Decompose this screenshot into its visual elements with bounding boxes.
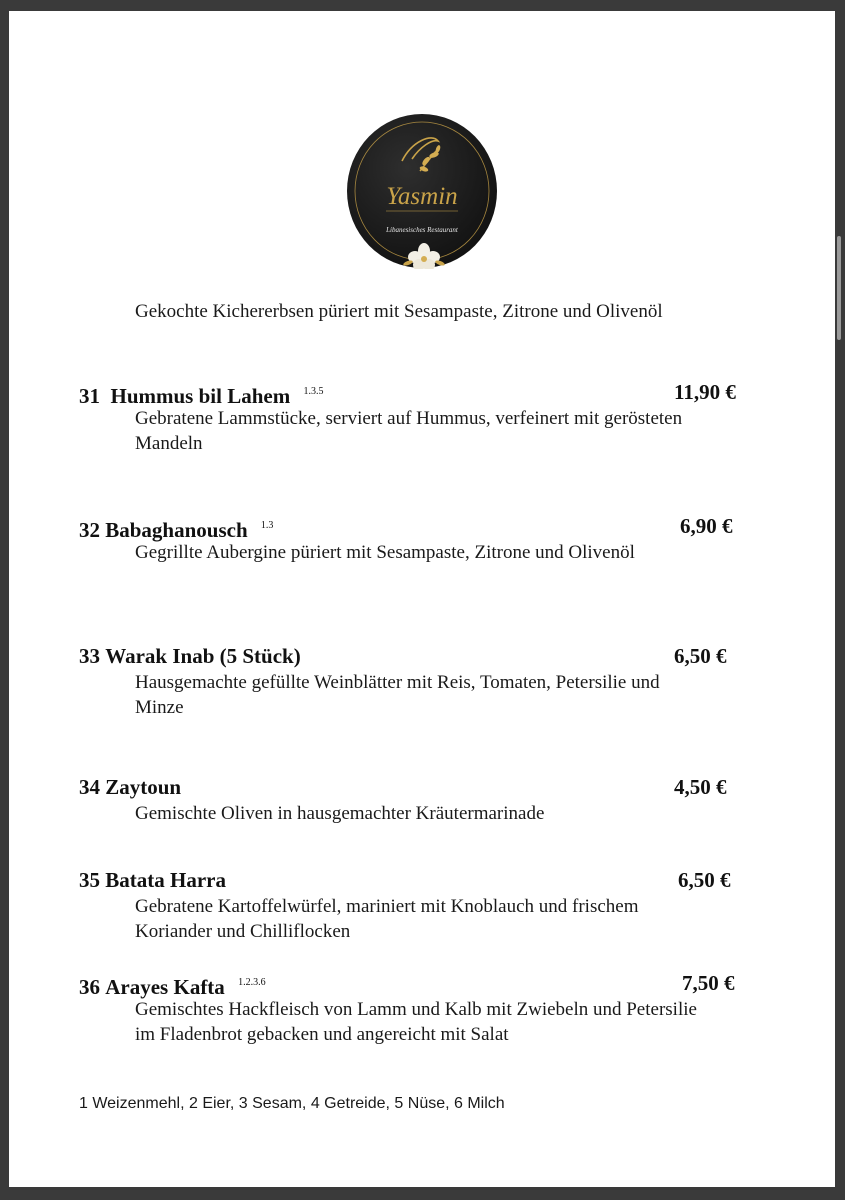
scrollbar-thumb[interactable] xyxy=(837,236,841,340)
menu-item-allergens: 1.2.3.6 xyxy=(238,977,266,988)
menu-item-price: 6,50 € xyxy=(674,644,727,668)
menu-item-name: Batata Harra xyxy=(105,868,226,892)
menu-item-number: 36 xyxy=(79,975,100,999)
menu-item-description: Gegrillte Aubergine püriert mit Sesampaste, Zitrone und Olivenöl xyxy=(135,542,635,563)
menu-item-allergens: 1.3 xyxy=(260,520,274,531)
menu-item-description: Gemischte Oliven in hausgemachter Kräutermarinade xyxy=(135,803,545,824)
menu-item xyxy=(79,866,779,944)
menu-item-number: 33 xyxy=(79,644,100,668)
logo-name: Yasmin xyxy=(386,183,458,210)
menu-item-name: Warak Inab (5 Stück) xyxy=(105,644,301,668)
menu-item xyxy=(79,773,779,826)
menu-item-title xyxy=(79,969,779,997)
menu-item-title xyxy=(79,512,779,540)
menu-item-price: 6,50 € xyxy=(678,868,731,892)
menu-item-description: Hausgemachte gefüllte Weinblätter mit Reis, Tomaten, Petersilie und Minze xyxy=(135,672,660,718)
menu-item-number: 34 xyxy=(79,775,100,799)
menu-item-description: Gebratene Lammstücke, serviert auf Hummus, verfeinert mit gerösteten Mandeln xyxy=(135,408,683,454)
menu-item-name: Zaytoun xyxy=(105,775,182,799)
menu-item xyxy=(79,969,779,1047)
logo-subtitle: Libanesisches Restaurant xyxy=(386,226,458,234)
menu-item-name: Arayes Kafta xyxy=(105,975,225,999)
menu-item-price: 11,90 € xyxy=(674,380,736,404)
menu-item xyxy=(79,378,779,456)
menu-item-description: Gemischtes Hackfleisch von Lamm und Kalb mit Zwiebeln und Petersilie im Fladenbrot gebacken und angereicht mit Salat xyxy=(135,999,697,1045)
menu-item-name: Hummus bil Lahem xyxy=(110,384,291,408)
menu-page xyxy=(9,11,835,1187)
menu-item-price: 6,90 € xyxy=(680,514,733,538)
allergen-footnote: 1 Weizenmehl, 2 Eier, 3 Sesam, 4 Getreide, 5 Nüse, 6 Milch xyxy=(79,1095,505,1112)
menu-item-number: 35 xyxy=(79,868,100,892)
menu-item-allergens: 1.3.5 xyxy=(303,386,324,397)
menu-item-name: Babaghanousch xyxy=(105,518,248,542)
menu-item-description: Gebratene Kartoffelwürfel, mariniert mit Knoblauch und frischem Koriander und Chilliflocken xyxy=(135,896,639,942)
intro-description: Gekochte Kichererbsen püriert mit Sesampaste, Zitrone und Olivenöl xyxy=(135,301,663,322)
menu-item xyxy=(79,512,779,565)
restaurant-logo xyxy=(346,111,498,269)
menu-item-title xyxy=(79,866,779,894)
menu-item-price: 7,50 € xyxy=(682,971,735,995)
menu-item-number: 31 xyxy=(79,384,100,408)
menu-item xyxy=(79,642,779,720)
menu-item-number: 32 xyxy=(79,518,100,542)
menu-item-price: 4,50 € xyxy=(674,775,727,799)
